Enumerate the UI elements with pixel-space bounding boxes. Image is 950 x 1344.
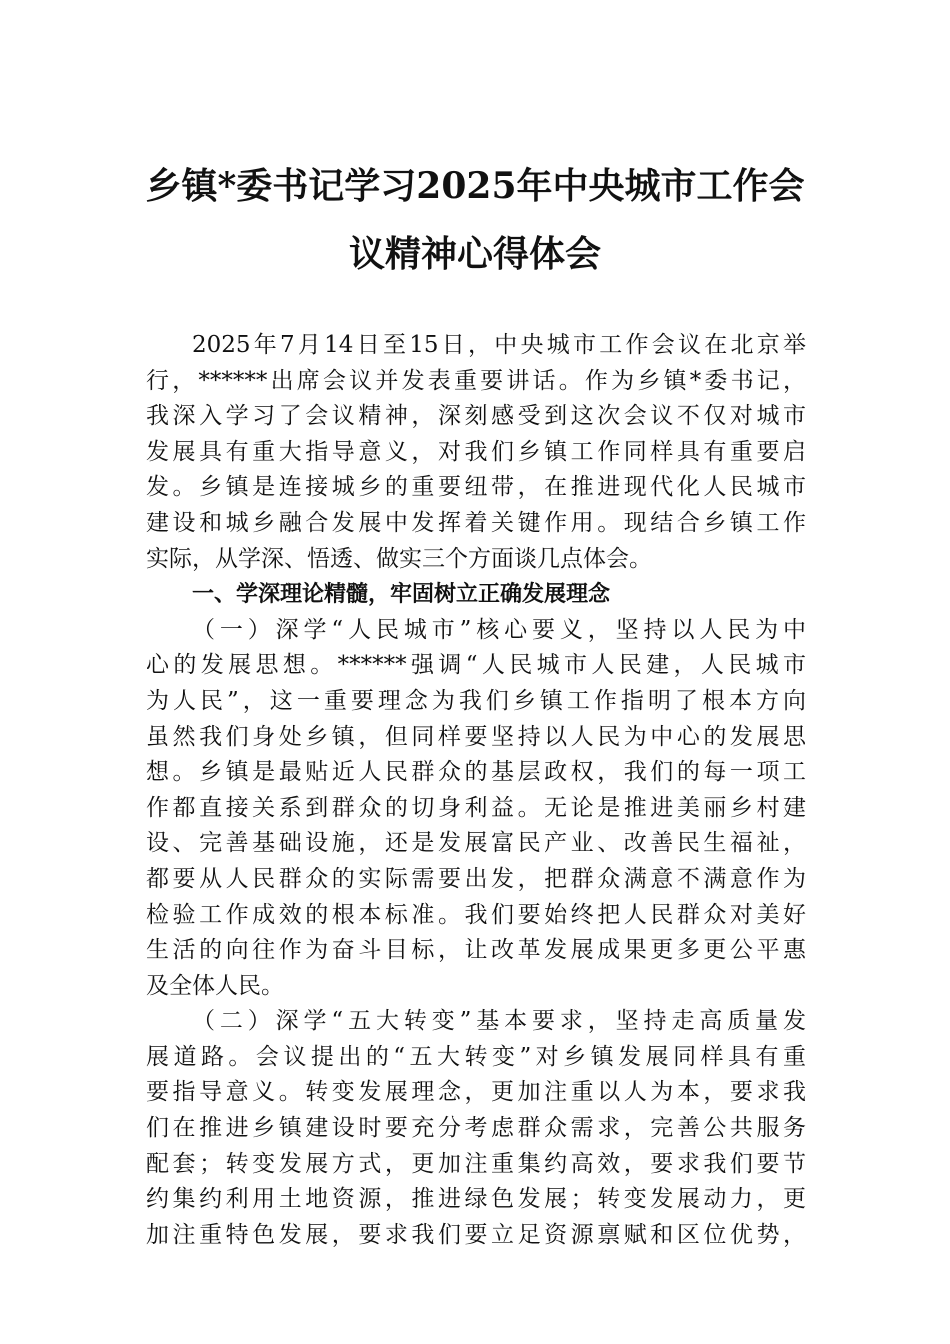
section-heading: 一、学深理论精髓，牢固树立正确发展理念 — [192, 582, 611, 608]
body-text-line: 我深入学习了会议精神，深刻感受到这次会议不仅对城市 — [146, 403, 806, 430]
body-text-line: 发。乡镇是连接城乡的重要纽带，在推进现代化人民城市 — [146, 474, 806, 501]
document-title-line-1: 乡镇*委书记学习2025年中央城市工作会 — [145, 165, 805, 207]
body-text-line: 设、完善基础设施，还是发展富民产业、改善民生福祉， — [146, 830, 806, 857]
body-text-line: （一）深学“人民城市”核心要义，坚持以人民为中 — [192, 616, 806, 643]
document-title-line-2: 议精神心得体会 — [348, 233, 601, 275]
body-text-line: 配套；转变发展方式，更加注重集约高效，要求我们要节 — [146, 1150, 806, 1177]
body-text-line: 要指导意义。转变发展理念，更加注重以人为本，要求我 — [146, 1079, 806, 1106]
body-text-line: 约集约利用土地资源，推进绿色发展；转变发展动力，更 — [146, 1186, 806, 1213]
body-text-line: 虽然我们身处乡镇，但同样要坚持以人民为中心的发展思 — [146, 723, 806, 750]
body-text-line: 及全体人民。 — [146, 972, 284, 999]
body-text-line: 加注重特色发展，要求我们要立足资源禀赋和区位优势， — [146, 1221, 806, 1248]
body-text-line: 行，******出席会议并发表重要讲话。作为乡镇*委书记， — [146, 367, 806, 394]
body-text-line: 想。乡镇是最贴近人民群众的基层政权，我们的每一项工 — [146, 759, 806, 786]
body-text-line: 作都直接关系到群众的切身利益。无论是推进美丽乡村建 — [146, 794, 806, 821]
body-text-line: （二）深学“五大转变”基本要求，坚持走高质量发 — [192, 1008, 806, 1035]
body-text-line: 生活的向往作为奋斗目标，让改革发展成果更多更公平惠 — [146, 937, 806, 964]
body-text-line: 都要从人民群众的实际需要出发，把群众满意不满意作为 — [146, 865, 806, 892]
body-text-line: 们在推进乡镇建设时要充分考虑群众需求，完善公共服务 — [146, 1115, 806, 1142]
body-text-line: 2025年7月14日至15日，中央城市工作会议在北京举 — [192, 332, 806, 358]
body-text-line: 展道路。会议提出的“五大转变”对乡镇发展同样具有重 — [146, 1043, 806, 1070]
body-text-line: 检验工作成效的根本标准。我们要始终把人民群众对美好 — [146, 901, 806, 928]
body-text-line: 为人民”，这一重要理念为我们乡镇工作指明了根本方向 — [146, 687, 806, 714]
body-text-line: 发展具有重大指导意义，对我们乡镇工作同样具有重要启 — [146, 438, 806, 465]
body-text-line: 实际，从学深、悟透、做实三个方面谈几点体会。 — [146, 545, 652, 572]
document-body — [146, 328, 806, 1253]
body-text-line: 心的发展思想。******强调“人民城市人民建，人民城市 — [146, 652, 806, 679]
body-text-line: 建设和城乡融合发展中发挥着关键作用。现结合乡镇工作 — [146, 509, 806, 536]
